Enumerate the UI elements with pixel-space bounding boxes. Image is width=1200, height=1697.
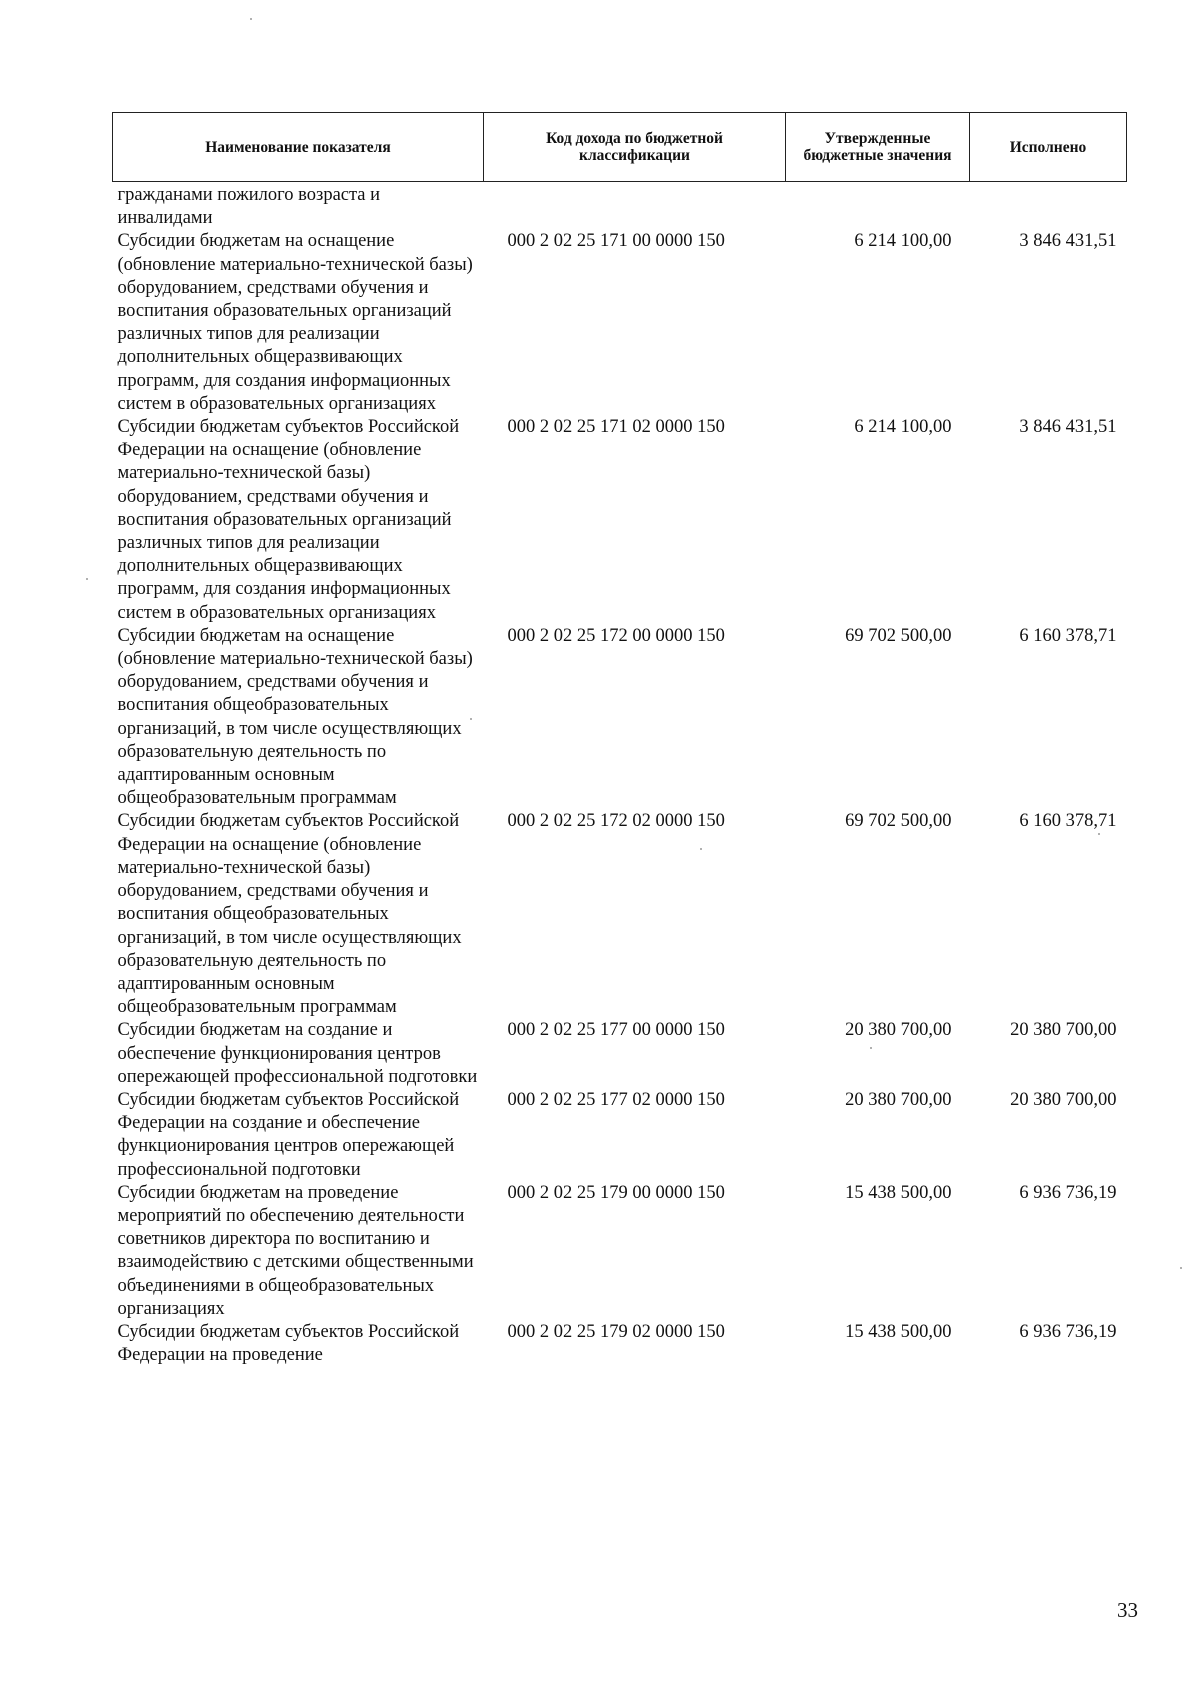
- scan-speck: [1098, 833, 1100, 835]
- revenue-code: 000 2 02 25 171 00 0000 150: [507, 231, 725, 252]
- revenue-code: 000 2 02 25 177 02 0000 150: [507, 1089, 725, 1110]
- approved-value: 69 702 500,00: [845, 811, 952, 832]
- header-indicator-name: Наименование показателя: [113, 113, 484, 182]
- table-row: [113, 230, 1127, 416]
- table-body: [113, 182, 1127, 1368]
- table-row: [113, 625, 1127, 811]
- revenue-code: 000 2 02 25 177 00 0000 150: [507, 1020, 725, 1041]
- header-approved-values: Утвержденные бюджетные значения: [786, 113, 970, 182]
- revenue-code: 000 2 02 25 172 02 0000 150: [507, 811, 725, 832]
- indicator-name: гражданами пожилого возраста и инвалидами: [117, 185, 381, 229]
- indicator-name: Субсидии бюджетам на создание и обеспечение функционирования центров опережающей профессиональной подготовки: [117, 1020, 478, 1087]
- scan-speck: [86, 578, 88, 580]
- executed-value: [970, 182, 1127, 231]
- table-row: [113, 1182, 1127, 1321]
- executed-value: 3 846 431,51: [1019, 417, 1117, 438]
- approved-value: [786, 182, 970, 231]
- indicator-name: Субсидии бюджетам субъектов Российской Федерации на оснащение (обновление материально-технической базы) оборудованием, средствами обучения и воспитания общеобразовательных организаций, в том числе осуществляющих образовательную деятельность по адаптированным основным общеобразовательным программам: [117, 811, 462, 1018]
- page-number: 33: [1117, 1598, 1138, 1622]
- table-row: [113, 1019, 1127, 1089]
- scan-speck: [700, 848, 702, 850]
- executed-value: 6 936 736,19: [1019, 1182, 1117, 1203]
- revenue-code: 000 2 02 25 179 00 0000 150: [507, 1182, 725, 1203]
- approved-value: 6 214 100,00: [854, 417, 952, 438]
- executed-value: 3 846 431,51: [1019, 231, 1117, 252]
- indicator-name: Субсидии бюджетам субъектов Российской Федерации на создание и обеспечение функционирования центров опережающей профессиональной подготовки: [117, 1089, 460, 1180]
- approved-value: 69 702 500,00: [845, 625, 952, 646]
- table-row: [113, 416, 1127, 625]
- header-row: [113, 113, 1127, 182]
- revenue-code: 000 2 02 25 171 02 0000 150: [507, 417, 725, 438]
- executed-value: 20 380 700,00: [1010, 1089, 1117, 1110]
- scan-speck: [870, 1047, 872, 1049]
- table-row: [113, 182, 1127, 231]
- table-row: [113, 810, 1127, 1019]
- header-executed: Исполнено: [970, 113, 1127, 182]
- revenue-code: [484, 182, 786, 231]
- indicator-name: Субсидии бюджетам на проведение мероприятий по обеспечению деятельности советников директора по воспитанию и взаимодействию с детскими общественными объединениями в общеобразовательных организациях: [117, 1182, 474, 1319]
- indicator-name: Субсидии бюджетам на оснащение (обновление материально-технической базы) оборудованием, средствами обучения и воспитания общеобразовательных организаций, в том числе осуществляющих образовательную деятельность по адаптированным основным общеобразовательным программам: [117, 625, 473, 809]
- executed-value: 6 160 378,71: [1019, 625, 1117, 646]
- indicator-name: Субсидии бюджетам на оснащение (обновление материально-технической базы) оборудованием, средствами обучения и воспитания образовательных организаций различных типов для реализации дополнительных общеразвивающих программ, для создания информационных систем в образовательных организациях: [117, 231, 473, 414]
- executed-value: 6 160 378,71: [1019, 811, 1117, 832]
- revenue-code: 000 2 02 25 179 02 0000 150: [507, 1321, 725, 1342]
- approved-value: 6 214 100,00: [854, 231, 952, 252]
- scan-speck: [250, 18, 252, 20]
- scan-speck: [1180, 1267, 1182, 1269]
- approved-value: 15 438 500,00: [845, 1182, 952, 1203]
- approved-value: 20 380 700,00: [845, 1089, 952, 1110]
- executed-value: 20 380 700,00: [1010, 1020, 1117, 1041]
- budget-revenue-table: [112, 112, 1127, 1367]
- executed-value: 6 936 736,19: [1019, 1321, 1117, 1342]
- table-row: [113, 1321, 1127, 1367]
- revenue-code: 000 2 02 25 172 00 0000 150: [507, 625, 725, 646]
- approved-value: 15 438 500,00: [845, 1321, 952, 1342]
- approved-value: 20 380 700,00: [845, 1020, 952, 1041]
- header-revenue-code: Код дохода по бюджетной классификации: [484, 113, 786, 182]
- scan-speck: [470, 718, 472, 720]
- table-header: [113, 113, 1127, 182]
- table-row: [113, 1089, 1127, 1182]
- indicator-name: Субсидии бюджетам субъектов Российской Федерации на оснащение (обновление материально-технической базы) оборудованием, средствами обучения и воспитания образовательных организаций различных типов для реализации дополнительных общеразвивающих программ, для создания информационных систем в образовательных организациях: [117, 417, 460, 623]
- indicator-name: Субсидии бюджетам субъектов Российской Федерации на проведение: [117, 1321, 460, 1366]
